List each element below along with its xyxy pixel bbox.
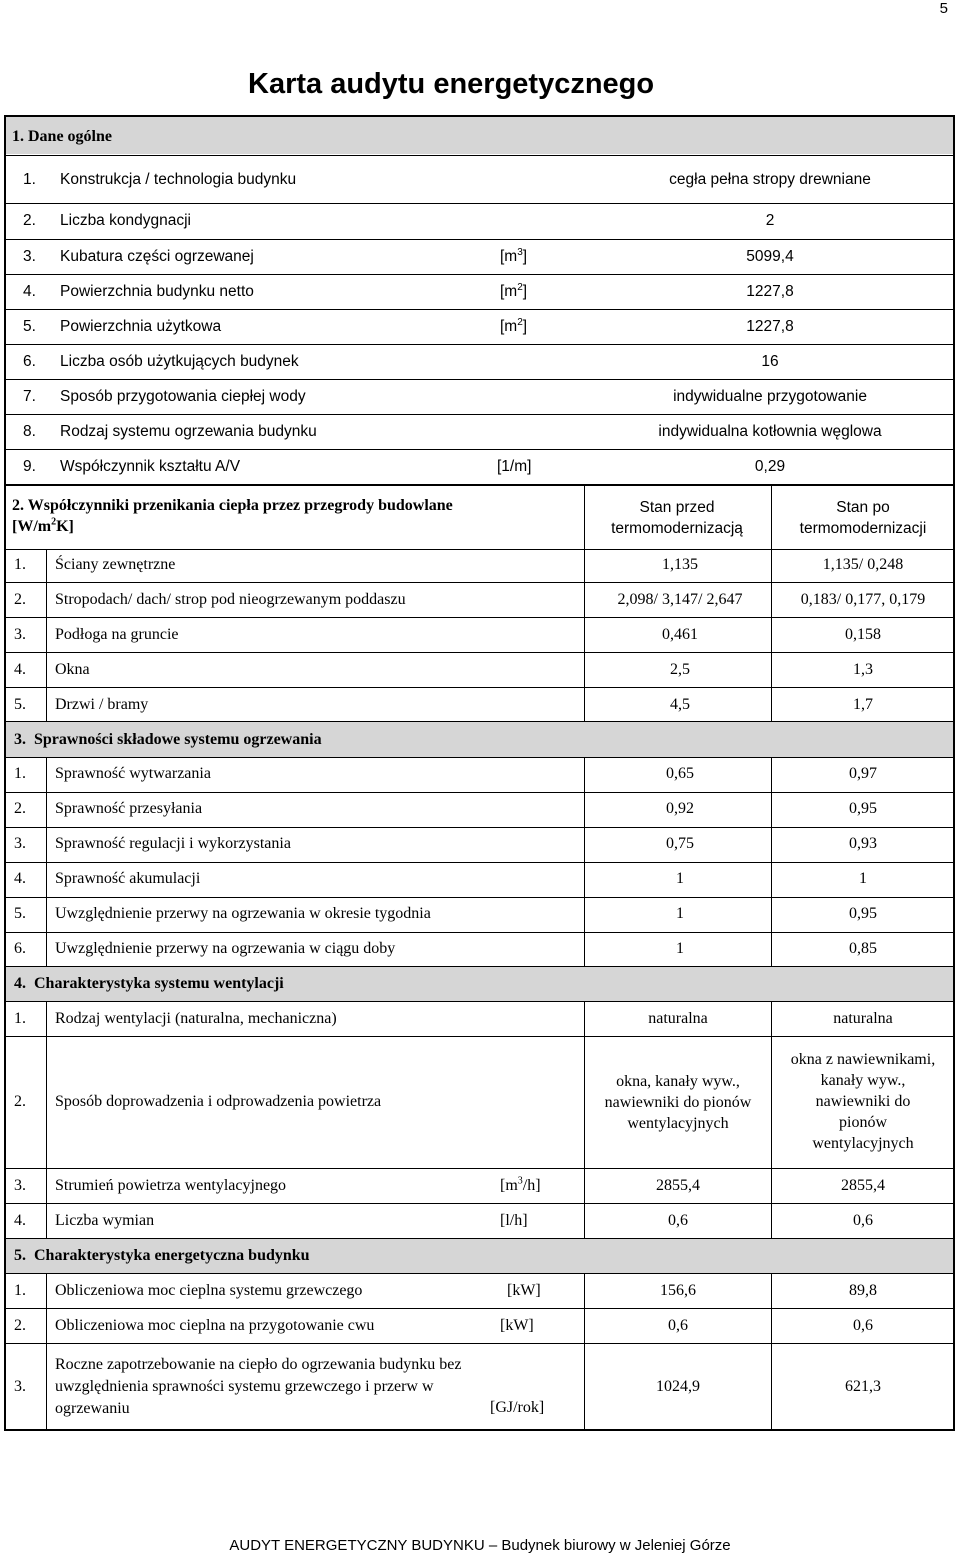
row-label: Podłoga na gruncie (55, 626, 179, 643)
row-number: 2. (14, 800, 26, 817)
row-unit: $[m^3/h]$ (500, 1175, 541, 1194)
value-before: 1 (676, 870, 684, 887)
value-after: 0,93 (849, 835, 877, 852)
section-heading-efficiency: 3. Sprawności składowe systemu ogrzewania (14, 731, 322, 748)
row-number: 3. (14, 1378, 26, 1395)
row-label: Sposób doprowadzenia i odprowadzenia powietrza (55, 1093, 382, 1110)
value-after: 0,97 (849, 765, 877, 782)
row-number: 4. (14, 1212, 26, 1229)
section-heading-unit: $[W/m^2K]$ (12, 516, 74, 535)
row-label: Konstrukcja / technologia budynku (60, 171, 297, 188)
row-label: Rodzaj systemu ogrzewania budynku (60, 423, 317, 440)
row-label: Okna (55, 661, 90, 678)
row-label: Współczynnik kształtu A/V (60, 458, 241, 475)
row-number: 2. (23, 212, 36, 229)
value-before: 0,92 (666, 800, 694, 817)
row-number: 4. (14, 661, 26, 678)
value-after: 0,95 (849, 905, 877, 922)
row-unit: $[m^3]$ (500, 246, 528, 265)
row-number: 5. (23, 318, 36, 335)
row-label: Liczba osób użytkujących budynek (60, 353, 299, 370)
row-label: Sprawność regulacji i wykorzystania (55, 835, 291, 852)
row-number: 3. (14, 626, 26, 643)
row-number: 2. (14, 1317, 26, 1334)
row-label: Uwzględnienie przerwy na ogrzewania w ciągu doby (55, 940, 396, 957)
row-number: 6. (14, 940, 26, 957)
row-unit: [kW] (507, 1282, 541, 1299)
row-number: 9. (23, 458, 36, 475)
col-header-after: Stan po termomodernizacji (799, 499, 927, 537)
page-number: 5 (939, 0, 948, 17)
row-value: 1227,8 (746, 318, 794, 335)
row-unit: [1/m] (497, 458, 532, 475)
value-before: 0,6 (668, 1317, 688, 1334)
row-unit: [kW] (500, 1317, 534, 1334)
value-before: 2855,4 (656, 1177, 700, 1194)
row-label: Obliczeniowa moc cieplna systemu grzewczego (55, 1282, 363, 1299)
value-after: 621,3 (845, 1378, 881, 1395)
row-label: Liczba kondygnacji (60, 212, 191, 229)
row-value: 2 (765, 212, 775, 229)
row-unit: $[m^2]$ (500, 281, 528, 300)
row-label: Sprawność przesyłania (55, 800, 203, 817)
row-number: 7. (23, 388, 36, 405)
value-after: 89,8 (849, 1282, 877, 1299)
value-before: 156,6 (660, 1282, 696, 1299)
row-label: Ściany zewnętrzne (55, 556, 176, 573)
row-number: 8. (23, 423, 36, 440)
row-number: 5. (14, 905, 26, 922)
value-before: 1 (676, 940, 684, 957)
value-after: naturalna (833, 1010, 893, 1027)
row-number: 1. (14, 1010, 26, 1027)
value-after: 0,95 (849, 800, 877, 817)
section-heading-line: 2. Współczynniki przenikania ciepła przez przegrody budowlane (12, 497, 453, 514)
value-before: 4,5 (670, 696, 690, 713)
value-after: okna z nawiewnikami, kanały wyw., nawiewniki do pionów wentylacyjnych (790, 1051, 936, 1152)
row-number: 2. (14, 591, 26, 608)
row-label: Powierzchnia budynku netto (60, 283, 254, 300)
value-before: 2,5 (670, 661, 690, 678)
row-label: Rodzaj wentylacji (naturalna, mechaniczna) (55, 1010, 337, 1027)
value-after: 0,6 (853, 1317, 873, 1334)
row-number: 1. (14, 1282, 26, 1299)
value-before: 0,65 (666, 765, 694, 782)
row-number: 1. (14, 556, 26, 573)
value-after: 2855,4 (841, 1177, 885, 1194)
row-number: 1. (14, 765, 26, 782)
value-before: okna, kanały wyw., nawiewniki do pionów wentylacyjnych (604, 1073, 752, 1132)
row-label: Sprawność wytwarzania (55, 765, 211, 782)
row-number: 4. (14, 870, 26, 887)
value-before: 1024,9 (656, 1378, 700, 1395)
row-label: Drzwi / bramy (55, 696, 149, 713)
value-after: 0,183/ 0,177, 0,179 (800, 591, 926, 608)
row-label: Powierzchnia użytkowa (60, 318, 222, 335)
row-label: Liczba wymian (55, 1212, 155, 1229)
row-label: Roczne zapotrzebowanie na ciepło do ogrzewania budynku bez uwzględnienia sprawności systemu grzewczego i przerw w ogrzewaniu (55, 1356, 462, 1417)
value-after: 1,7 (853, 696, 873, 713)
row-label: Strumień powietrza wentylacyjnego (55, 1177, 287, 1194)
row-number: 4. (23, 283, 36, 300)
value-before: naturalna (648, 1010, 708, 1027)
value-before: 0,461 (662, 626, 698, 643)
row-number: 3. (14, 835, 26, 852)
row-number: 3. (14, 1177, 26, 1194)
row-label: Stropodach/ dach/ strop pod nieogrzewanym poddaszu (55, 591, 406, 608)
value-before: 0,6 (668, 1212, 688, 1229)
row-value: 5099,4 (746, 248, 794, 265)
row-value: indywidualne przygotowanie (673, 388, 867, 405)
value-before: 2,098/ 3,147/ 2,647 (617, 591, 743, 608)
row-label: Sposób przygotowania ciepłej wody (60, 388, 306, 405)
row-label: Kubatura części ogrzewanej (60, 248, 254, 265)
value-before: 0,75 (666, 835, 694, 852)
row-unit: $[m^2]$ (500, 316, 528, 335)
row-value: 0,29 (754, 458, 786, 475)
section-heading-general: 1. Dane ogólne (12, 128, 112, 145)
row-number: 5. (14, 696, 26, 713)
section-heading-energy: 5. Charakterystyka energetyczna budynku (14, 1247, 310, 1264)
row-number: 6. (23, 353, 36, 370)
row-value: indywidualna kotłownia węglowa (658, 423, 882, 440)
value-before: 1 (676, 905, 684, 922)
value-after: 0,158 (845, 626, 881, 643)
page-title: Karta audytu energetycznego (248, 68, 655, 100)
section-heading-ventilation: 4. Charakterystyka systemu wentylacji (14, 975, 284, 992)
value-after: 1,135/ 0,248 (822, 556, 904, 573)
row-value: 1227,8 (746, 283, 794, 300)
row-unit: [GJ/rok] (490, 1399, 545, 1416)
row-value: 16 (761, 353, 779, 370)
col-header-before: Stan przed termomodernizacją (611, 499, 743, 537)
row-unit: [l/h] (500, 1212, 528, 1229)
row-number: 1. (23, 171, 36, 188)
section-header-bg (6, 117, 953, 154)
row-number: 2. (14, 1093, 26, 1110)
value-after: 1,3 (853, 661, 873, 678)
row-number: 3. (23, 248, 36, 265)
value-before: 1,135 (662, 556, 698, 573)
value-after: 0,6 (853, 1212, 873, 1229)
page-footer: AUDYT ENERGETYCZNY BUDYNKU – Budynek biurowy w Jeleniej Górze (229, 1537, 731, 1554)
row-value: cegła pełna stropy drewniane (669, 171, 871, 188)
row-label: Obliczeniowa moc cieplna na przygotowanie cwu (55, 1317, 375, 1334)
row-label: Uwzględnienie przerwy na ogrzewania w okresie tygodnia (55, 905, 431, 922)
value-after: 1 (859, 870, 867, 887)
value-after: 0,85 (849, 940, 877, 957)
row-label: Sprawność akumulacji (55, 870, 201, 887)
